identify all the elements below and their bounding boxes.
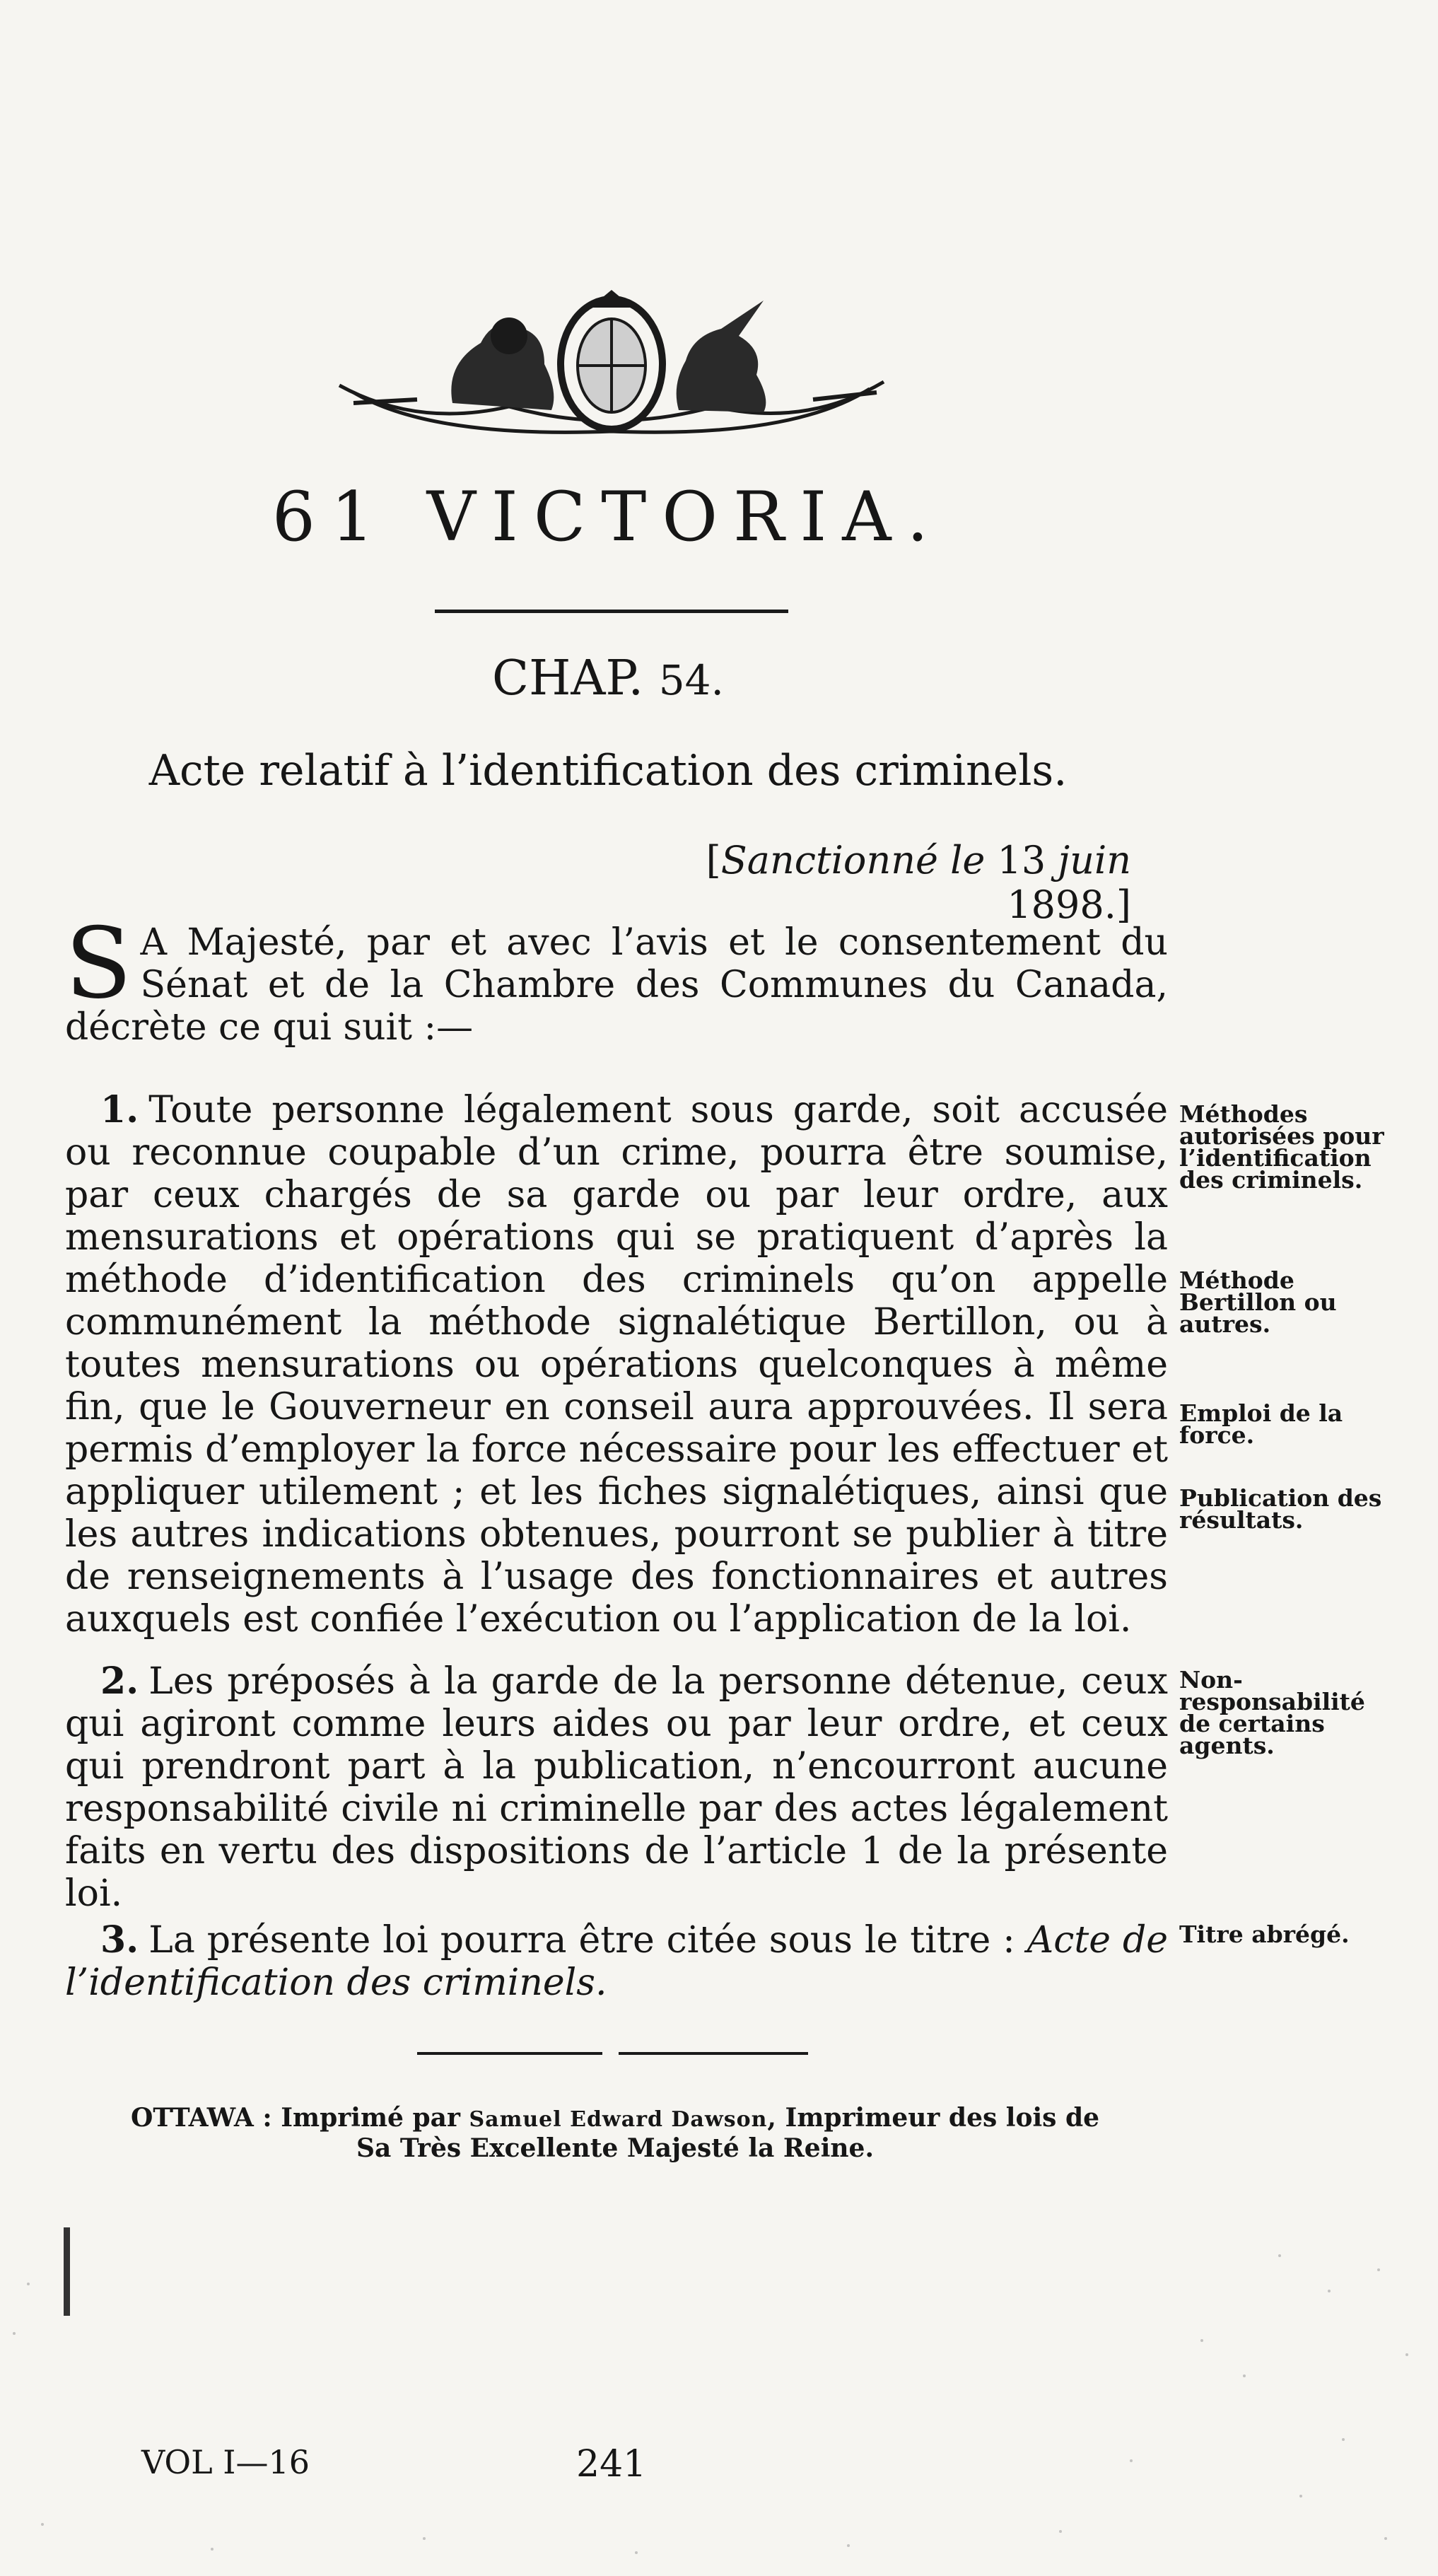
preamble-text: A Majesté, par et avec l’avis et le consentement du Sénat et de la Chambre des Communes du Canada, décrète ce qui suit :—	[65, 921, 1168, 1049]
section-3	[65, 1919, 1168, 2004]
scan-noise	[0, 2227, 1438, 2576]
section-1	[65, 1089, 1168, 1640]
short-title: Acte de l’identification des criminels.	[65, 1919, 1169, 2004]
margin-note: Méthode Bertillon ou autres.	[1179, 1266, 1337, 1338]
assent-label: Sanctionné le	[720, 838, 986, 882]
margin-note: Emploi de la force.	[1179, 1399, 1343, 1449]
page-number: 241	[576, 2443, 647, 2485]
section-2	[65, 1660, 1168, 1915]
footer-rule-left	[417, 2052, 602, 2055]
section-number: 1.	[100, 1088, 139, 1131]
header-rule	[435, 610, 788, 613]
section-number: 3.	[100, 1918, 139, 1962]
assent-month: juin	[1058, 838, 1131, 882]
section-number: 2.	[100, 1660, 139, 1703]
preamble	[65, 907, 1168, 1049]
section-text: Les préposés à la garde de la personne détenue, ceux qui agiront comme leurs aides ou par leur ordre, et ceux qui prendront part à la publication, n’encourront aucune responsabilité civile ni criminelle par des actes légalement faits en vertu des dispositions de l’article 1 de la présente loi.	[65, 1660, 1168, 1915]
chapter-label: CHAP.	[492, 651, 644, 706]
section-text: Toute personne légalement sous garde, soit accusée ou reconnue coupable d’un crime, pourra être soumise, par ceux chargés de sa garde ou par leur ordre, aux mensurations et opérations qui se pratiquent d’après la méthode d’identification des criminels qu’on appelle communément la méthode signalétique Bertillon, ou à toutes mensurations ou opérations quelconques à même fin, que le Gouverneur en conseil aura approuvées. Il sera permis d’employer la force nécessaire pour les effectuer et appliquer utilement ; et les fiches signalétiques, ainsi que les autres indications obtenues, pourront se publier à titre de renseignements à l’usage des fonctionnaires et autres auxquels est confiée l’exécution ou l’application de la loi.	[65, 1089, 1168, 1640]
imprint-line-1	[85, 2104, 1145, 2134]
imprint-prefix: OTTAWA : Imprimé par	[130, 2103, 460, 2133]
volume-signature: VOL I—16	[141, 2443, 310, 2481]
assent-day: 13	[997, 838, 1046, 882]
margin-note: Publication des résultats.	[1179, 1484, 1382, 1534]
footer-rule-right	[619, 2052, 808, 2055]
drop-cap: S	[65, 907, 132, 1020]
assent-date	[622, 838, 1131, 927]
imprint-suffix: , Imprimeur des lois de	[767, 2103, 1100, 2133]
printer-name: Samuel Edward Dawson	[469, 2107, 768, 2132]
margin-note: Non-responsabilité de certains agents.	[1179, 1666, 1365, 1759]
margin-note: Titre abrégé.	[1179, 1921, 1350, 1948]
chapter-number: 54.	[658, 656, 724, 704]
imprint	[85, 2104, 1145, 2162]
royal-coat-of-arms	[332, 286, 891, 449]
act-title: Acte relatif à l’identification des criminels.	[148, 746, 1068, 795]
regnal-year: 61 VICTORIA.	[271, 477, 945, 556]
imprint-line-2: Sa Très Excellente Majesté la Reine.	[356, 2133, 874, 2163]
assent-year: 1898.]	[1007, 882, 1131, 927]
section-text: La présente loi pourra être citée sous le titre :	[148, 1919, 1015, 1962]
assent-bracket: [	[706, 838, 721, 882]
margin-note: Méthodes autorisées pour l’identification des criminels.	[1179, 1100, 1384, 1194]
chapter-heading	[0, 651, 1216, 706]
